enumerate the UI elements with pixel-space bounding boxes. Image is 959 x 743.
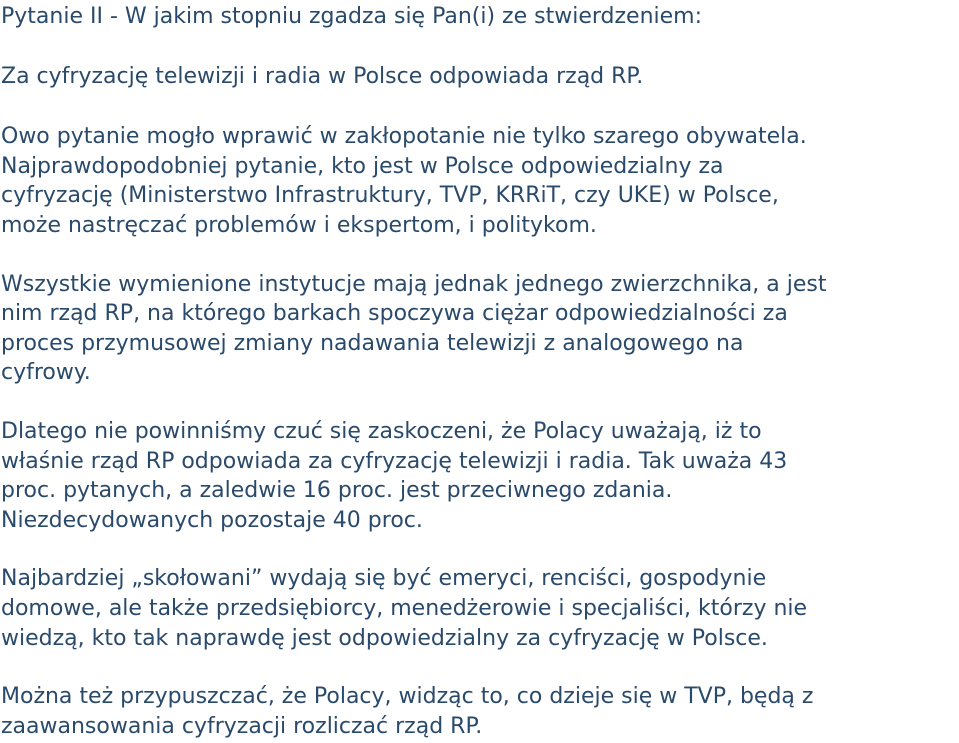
paragraph-line: Najprawdopodobniej pytanie, kto jest w Polsce odpowiedzialny za — [1, 153, 724, 179]
paragraph-line: cyfrowy. — [1, 360, 91, 386]
paragraph-4 — [1, 564, 959, 653]
paragraph-line: Niezdecydowanych pozostaje 40 proc. — [1, 507, 423, 533]
paragraph-line: Owo pytanie mogło wprawić w zakłopotanie nie tylko szarego obywatela. — [1, 124, 807, 150]
paragraph-line: Dlatego nie powinniśmy czuć się zaskoczeni, że Polacy uważają, iż to — [1, 418, 762, 444]
paragraph-3 — [1, 417, 959, 535]
paragraph-line: Można też przypuszczać, że Polacy, widząc to, co dzieje się w TVP, będą z — [1, 684, 814, 710]
paragraph-5 — [1, 682, 959, 741]
paragraph-line: Wszystkie wymienione instytucje mają jednak jednego zwierzchnika, a jest — [1, 271, 827, 297]
paragraph-line: Najbardziej „skołowani” wydają się być emeryci, renciści, gospodynie — [1, 566, 767, 592]
paragraph-line: wiedzą, kto tak naprawdę jest odpowiedzialny za cyfryzację w Polsce. — [1, 625, 768, 651]
paragraph-line: domowe, ale także przedsiębiorcy, menedżerowie i specjaliści, którzy nie — [1, 595, 808, 621]
paragraph-1 — [1, 122, 959, 240]
paragraph-2 — [1, 270, 959, 388]
paragraph-line: nim rząd RP, na którego barkach spoczywa ciężar odpowiedzialności za — [1, 301, 788, 327]
paragraph-line: może nastręczać problemów i ekspertom, i politykom. — [1, 212, 597, 238]
question-statement: Za cyfryzację telewizji i radia w Polsce odpowiada rząd RP. — [1, 63, 644, 89]
paragraph-line: proc. pytanych, a zaledwie 16 proc. jest przeciwnego zdania. — [1, 478, 673, 504]
paragraph-line: właśnie rząd RP odpowiada za cyfryzację telewizji i radia. Tak uważa 43 — [1, 448, 788, 474]
paragraph-line: cyfryzację (Ministerstwo Infrastruktury, TVP, KRRiT, czy UKE) w Polsce, — [1, 183, 779, 209]
paragraph-line: zaawansowania cyfryzacji rozliczać rząd RP. — [1, 713, 483, 739]
question-heading: Pytanie II - W jakim stopniu zgadza się Pan(i) ze stwierdzeniem: — [1, 4, 703, 29]
paragraph-line: proces przymusowej zmiany nadawania telewizji z analogowego na — [1, 330, 744, 356]
